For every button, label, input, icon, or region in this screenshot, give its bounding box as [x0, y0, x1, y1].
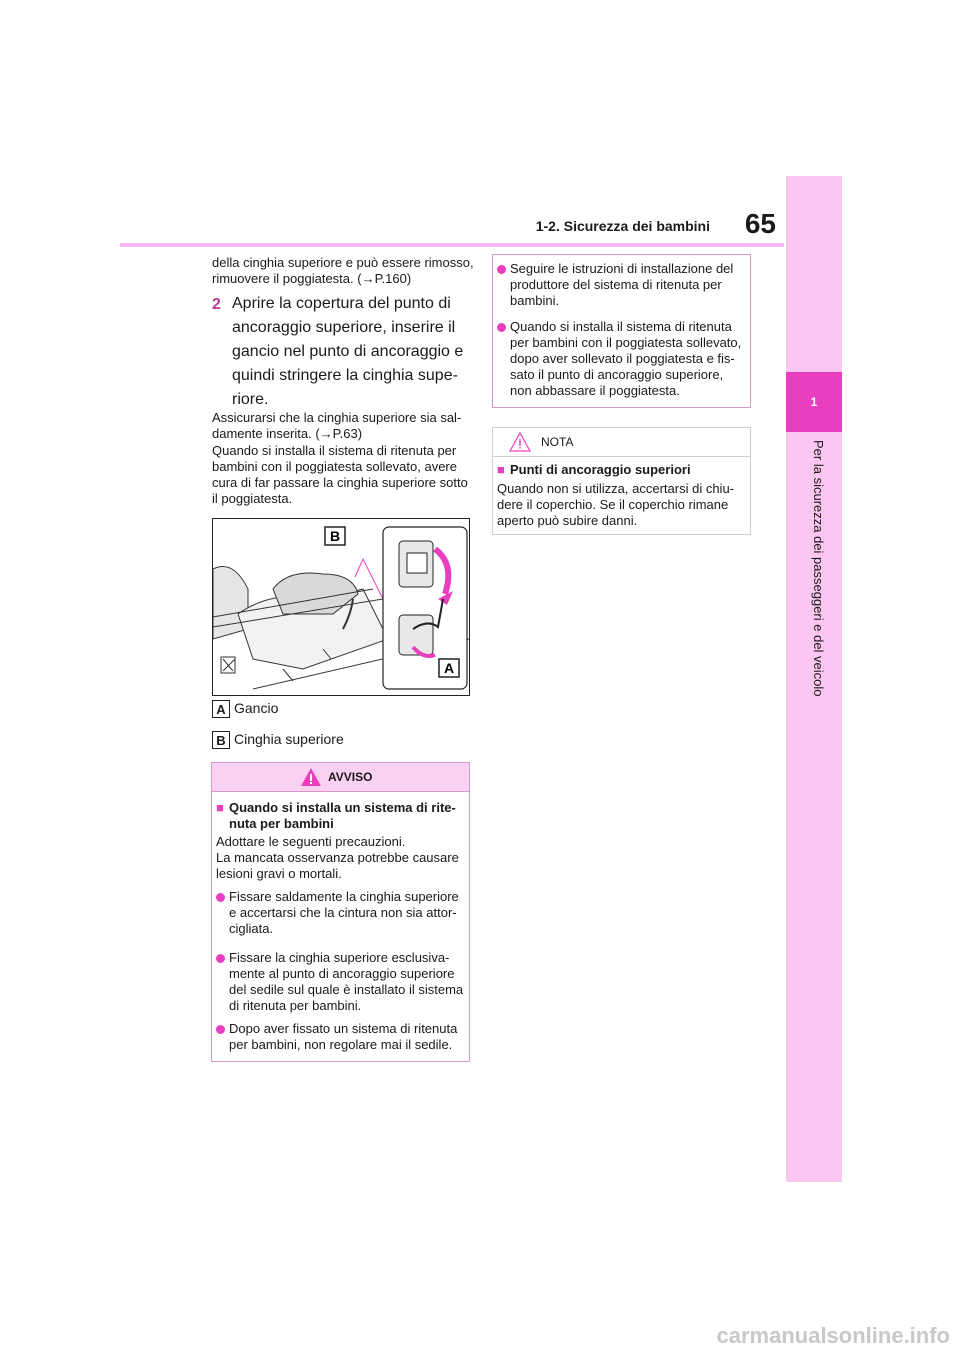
notice-text: Quando non si utilizza, accertarsi di chiu-dere il coperchio. Se il coperchio rimane aperto può subire danni.: [497, 481, 735, 528]
continued-bullet-2: Quando si installa il sistema di ritenuta per bambini con il poggiatesta sollevato, dopo aver sollevato il poggiatesta e fis-sato il punto di ancoraggio superiore, non abbassare il poggiatesta.: [510, 319, 742, 398]
legend-label-a: Gancio: [234, 700, 279, 716]
continued-bullet-dot-1: [497, 265, 506, 274]
notice-triangle-icon: [509, 432, 531, 452]
warning-header: [211, 762, 470, 792]
legend-key-b: B: [212, 731, 230, 749]
legend-label-b: Cinghia superiore: [234, 731, 344, 747]
header-rule: [120, 243, 784, 247]
page-number: 65: [744, 208, 776, 239]
warning-heading-marker: ■: [216, 800, 224, 815]
step-text: Aprire la copertura del punto di ancoraggio superiore, inserire il gancio nel punto di ancoraggio e quindi stringere la cinghia supe-riore.: [232, 295, 464, 408]
seat-illustration: [213, 519, 469, 695]
callout-b: B: [329, 528, 341, 544]
headrest-text: Quando si installa il sistema di ritenuta per bambini con il poggiatesta sollevato, avere cura di far passare la cinghia superiore sotto il poggiatesta.: [212, 443, 468, 506]
watermark: carmanualsonline.info: [716, 1323, 950, 1348]
notice-heading: Punti di ancoraggio superiori: [510, 462, 691, 477]
warning-bullet-dot-2: [216, 954, 225, 963]
warning-bullet-2: Fissare la cinghia superiore esclusiva-mente al punto di ancoraggio superiore del sedile sul quale è installato il sistema di ritenuta per bambini.: [229, 950, 464, 1013]
notice-header: [492, 427, 751, 457]
warning-bullet-3: Dopo aver fissato un sistema di ritenuta per bambini, non regolare mai il sedile.: [229, 1021, 458, 1052]
warning-title: AVVISO: [328, 770, 373, 784]
warning-bullet-dot-1: [216, 893, 225, 902]
warning-text: Adottare le seguenti precauzioni. La mancata osservanza potrebbe causare lesioni gravi o mortali.: [216, 834, 459, 881]
chapter-title-vertical: Per la sicurezza dei passeggeri e del veicolo: [811, 440, 826, 697]
callout-a: A: [443, 660, 455, 676]
warning-bullet-1: Fissare saldamente la cinghia superiore e accertarsi che la cintura non sia attor-cigliata.: [229, 889, 459, 936]
notice-title: NOTA: [541, 435, 574, 449]
intro-text: della cinghia superiore e può essere rimosso, rimuovere il poggiatesta. (→P.160): [212, 255, 474, 286]
notice-heading-marker: ■: [497, 462, 505, 477]
warning-heading: Quando si installa un sistema di rite-nuta per bambini: [229, 800, 456, 831]
continued-bullet-dot-2: [497, 323, 506, 332]
chapter-tab[interactable]: 1: [786, 372, 842, 432]
warning-triangle-icon: [300, 767, 322, 787]
continued-bullet-1: Seguire le istruzioni di installazione del produttore del sistema di ritenuta per bambini.: [510, 261, 734, 308]
illustration-top-tether: [212, 518, 470, 696]
check-text: Assicurarsi che la cinghia superiore sia sal-damente inserita. (→P.63): [212, 410, 462, 441]
section-title: 1-2. Sicurezza dei bambini: [535, 218, 710, 234]
legend-key-a: A: [212, 700, 230, 718]
step-number: 2: [212, 296, 221, 313]
warning-bullet-dot-3: [216, 1025, 225, 1034]
